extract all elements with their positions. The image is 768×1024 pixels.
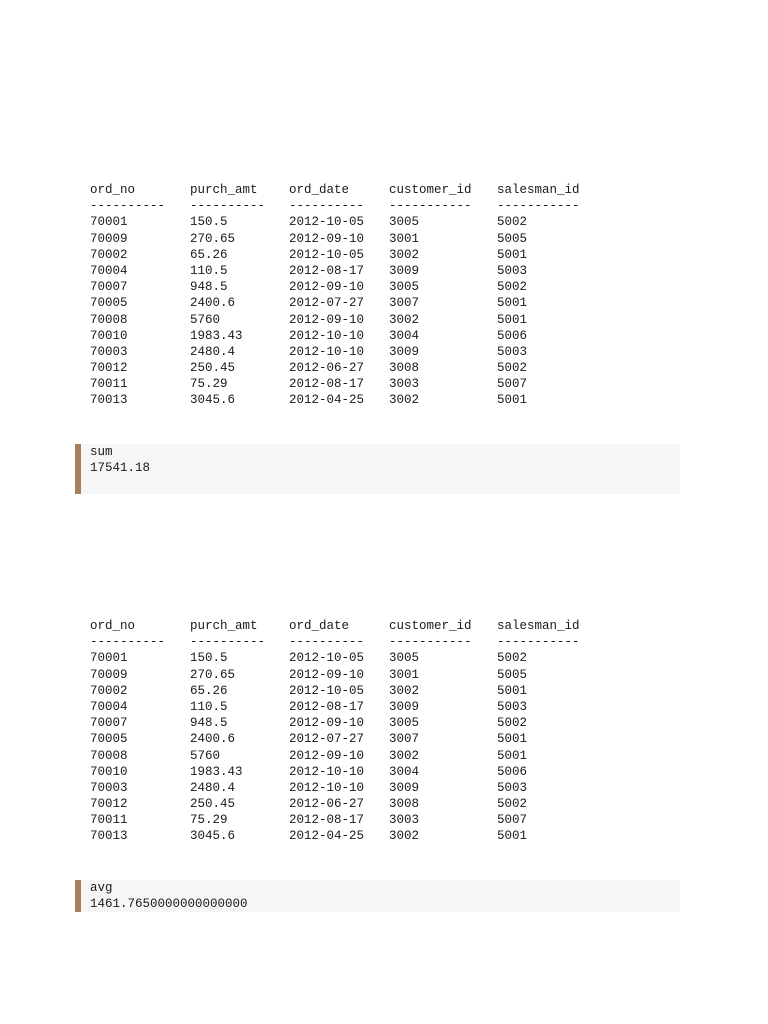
table-cell: 3003 (389, 377, 420, 392)
table-header-cell: ord_date (289, 183, 350, 197)
table-separator-cell: ---------- (90, 635, 166, 650)
table-cell: 2012-08-17 (289, 263, 365, 278)
table-separator-row (90, 634, 607, 650)
table-cell: 65.26 (190, 247, 228, 262)
table-cell: 5005 (497, 231, 528, 246)
table-header-cell: customer_id (389, 619, 472, 633)
table-cell: 3004 (389, 328, 420, 343)
sum-result-box (75, 444, 680, 494)
table-cell: 3009 (389, 263, 420, 278)
table-row (90, 247, 607, 263)
table-cell: 5002 (497, 797, 528, 812)
table-cell: 70001 (90, 651, 128, 666)
table-row (90, 328, 607, 344)
table-header-cell: customer_id (389, 183, 472, 197)
table-cell: 70007 (90, 280, 128, 295)
table-cell: 3002 (389, 748, 420, 763)
table-cell: 70004 (90, 263, 128, 278)
table-cell: 70012 (90, 361, 128, 376)
table-cell: 70011 (90, 377, 128, 392)
table-cell: 2012-08-17 (289, 377, 365, 392)
table-cell: 3001 (389, 667, 420, 682)
table-cell: 110.5 (190, 699, 228, 714)
table-cell: 2012-07-27 (289, 732, 365, 747)
table-row (90, 650, 607, 666)
table-cell: 5006 (497, 328, 528, 343)
table-cell: 2012-09-10 (289, 667, 365, 682)
table-cell: 65.26 (190, 683, 228, 698)
table-separator-cell: ---------- (289, 635, 365, 650)
table-header-row (90, 618, 607, 634)
table-row (90, 279, 607, 295)
table-cell: 3005 (389, 716, 420, 731)
table-cell: 5007 (497, 813, 528, 828)
table-cell: 70007 (90, 716, 128, 731)
table-cell: 3007 (389, 732, 420, 747)
table-cell: 70004 (90, 699, 128, 714)
table-row (90, 715, 607, 731)
table-row (90, 376, 607, 392)
table-separator-cell: ---------- (190, 635, 266, 650)
table-cell: 5002 (497, 361, 528, 376)
avg-result-box (75, 880, 680, 912)
table-row (90, 796, 607, 812)
table-cell: 3001 (389, 231, 420, 246)
table-separator-cell: ----------- (497, 635, 580, 650)
table-header-cell: ord_date (289, 619, 350, 633)
table-header-cell: salesman_id (497, 183, 580, 197)
table-cell: 5002 (497, 651, 528, 666)
table-cell: 5003 (497, 780, 528, 795)
table-cell: 2012-09-10 (289, 748, 365, 763)
table-cell: 75.29 (190, 813, 228, 828)
table-cell: 5760 (190, 312, 221, 327)
table-cell: 3004 (389, 764, 420, 779)
table-cell: 110.5 (190, 263, 228, 278)
table-header-cell: purch_amt (190, 619, 258, 633)
table-header-cell: ord_no (90, 619, 136, 633)
table-header-cell: salesman_id (497, 619, 580, 633)
table-separator-cell: ----------- (389, 635, 472, 650)
table-row (90, 214, 607, 230)
table-cell: 5001 (497, 312, 528, 327)
table-cell: 2012-10-05 (289, 215, 365, 230)
table-cell: 3007 (389, 296, 420, 311)
table-cell: 3005 (389, 651, 420, 666)
table-cell: 5006 (497, 764, 528, 779)
table-cell: 5001 (497, 247, 528, 262)
table-row (90, 699, 607, 715)
table-cell: 5760 (190, 748, 221, 763)
table-cell: 70013 (90, 829, 128, 844)
table-cell: 1983.43 (190, 328, 243, 343)
table-cell: 70009 (90, 231, 128, 246)
table-cell: 2012-10-10 (289, 780, 365, 795)
table-separator-cell: ----------- (389, 199, 472, 214)
table-cell: 3045.6 (190, 829, 236, 844)
table-cell: 2012-10-05 (289, 247, 365, 262)
table-cell: 250.45 (190, 797, 236, 812)
table-cell: 70012 (90, 797, 128, 812)
avg-result-label: avg (90, 881, 113, 895)
table-cell: 2480.4 (190, 780, 236, 795)
table-cell: 3002 (389, 247, 420, 262)
table-row (90, 667, 607, 683)
table-row (90, 344, 607, 360)
table-cell: 2012-10-05 (289, 683, 365, 698)
table-header-cell: ord_no (90, 183, 136, 197)
table-cell: 2012-10-05 (289, 651, 365, 666)
table-cell: 5001 (497, 683, 528, 698)
table-row (90, 780, 607, 796)
table-cell: 948.5 (190, 716, 228, 731)
table-cell: 2012-09-10 (289, 231, 365, 246)
table-cell: 5001 (497, 393, 528, 408)
table-cell: 3003 (389, 813, 420, 828)
table-cell: 5005 (497, 667, 528, 682)
table-row (90, 231, 607, 247)
table-row (90, 748, 607, 764)
table-cell: 5007 (497, 377, 528, 392)
table-cell: 2012-04-25 (289, 393, 365, 408)
table-cell: 3002 (389, 393, 420, 408)
table-cell: 5001 (497, 296, 528, 311)
table-cell: 3009 (389, 344, 420, 359)
table-cell: 2012-09-10 (289, 716, 365, 731)
table-cell: 2012-10-10 (289, 764, 365, 779)
sum-result-label: sum (90, 445, 113, 459)
table-cell: 3005 (389, 280, 420, 295)
table-cell: 70008 (90, 312, 128, 327)
table-cell: 2012-04-25 (289, 829, 365, 844)
table-cell: 2012-06-27 (289, 361, 365, 376)
table-cell: 70005 (90, 732, 128, 747)
table-cell: 5002 (497, 280, 528, 295)
table-cell: 70010 (90, 764, 128, 779)
table-cell: 70003 (90, 780, 128, 795)
table-row (90, 828, 607, 844)
table-cell: 3002 (389, 829, 420, 844)
table-cell: 5001 (497, 748, 528, 763)
table-row (90, 392, 607, 408)
table-row (90, 812, 607, 828)
table-cell: 5003 (497, 263, 528, 278)
avg-result-value: 1461.7650000000000000 (90, 897, 248, 912)
table-cell: 3009 (389, 780, 420, 795)
table-cell: 3008 (389, 361, 420, 376)
table-cell: 70009 (90, 667, 128, 682)
table-cell: 3008 (389, 797, 420, 812)
table-header-cell: purch_amt (190, 183, 258, 197)
table-cell: 2012-10-10 (289, 328, 365, 343)
table-cell: 270.65 (190, 231, 236, 246)
table-cell: 2400.6 (190, 732, 236, 747)
table-row (90, 683, 607, 699)
table-cell: 2400.6 (190, 296, 236, 311)
table-separator-cell: ---------- (90, 199, 166, 214)
table-cell: 5003 (497, 344, 528, 359)
table-cell: 2012-08-17 (289, 813, 365, 828)
table-cell: 2012-06-27 (289, 797, 365, 812)
table-cell: 2012-09-10 (289, 312, 365, 327)
table-cell: 3002 (389, 312, 420, 327)
table-row (90, 295, 607, 311)
table-cell: 5002 (497, 716, 528, 731)
table-cell: 70008 (90, 748, 128, 763)
table-cell: 5001 (497, 829, 528, 844)
table-cell: 2012-07-27 (289, 296, 365, 311)
table-cell: 70002 (90, 247, 128, 262)
table-cell: 70011 (90, 813, 128, 828)
orders-table (90, 618, 607, 845)
table-row (90, 360, 607, 376)
table-separator-row (90, 198, 607, 214)
orders-table (90, 182, 607, 409)
table-cell: 150.5 (190, 215, 228, 230)
table-cell: 5001 (497, 732, 528, 747)
table-cell: 70001 (90, 215, 128, 230)
table-cell: 948.5 (190, 280, 228, 295)
table-cell: 2480.4 (190, 344, 236, 359)
table-cell: 2012-08-17 (289, 699, 365, 714)
table-cell: 70005 (90, 296, 128, 311)
table-separator-cell: ----------- (497, 199, 580, 214)
table-cell: 270.65 (190, 667, 236, 682)
table-cell: 3002 (389, 683, 420, 698)
table-row (90, 731, 607, 747)
table-separator-cell: ---------- (190, 199, 266, 214)
table-cell: 5003 (497, 699, 528, 714)
table-cell: 70013 (90, 393, 128, 408)
table-cell: 75.29 (190, 377, 228, 392)
table-separator-cell: ---------- (289, 199, 365, 214)
table-cell: 70003 (90, 344, 128, 359)
table-cell: 3045.6 (190, 393, 236, 408)
table-cell: 250.45 (190, 361, 236, 376)
table-cell: 70010 (90, 328, 128, 343)
table-header-row (90, 182, 607, 198)
table-cell: 3005 (389, 215, 420, 230)
table-cell: 3009 (389, 699, 420, 714)
table-cell: 2012-09-10 (289, 280, 365, 295)
table-cell: 70002 (90, 683, 128, 698)
table-row (90, 312, 607, 328)
table-cell: 1983.43 (190, 764, 243, 779)
table-cell: 150.5 (190, 651, 228, 666)
sum-result-value: 17541.18 (90, 461, 151, 476)
table-row (90, 764, 607, 780)
table-row (90, 263, 607, 279)
table-cell: 2012-10-10 (289, 344, 365, 359)
table-cell: 5002 (497, 215, 528, 230)
